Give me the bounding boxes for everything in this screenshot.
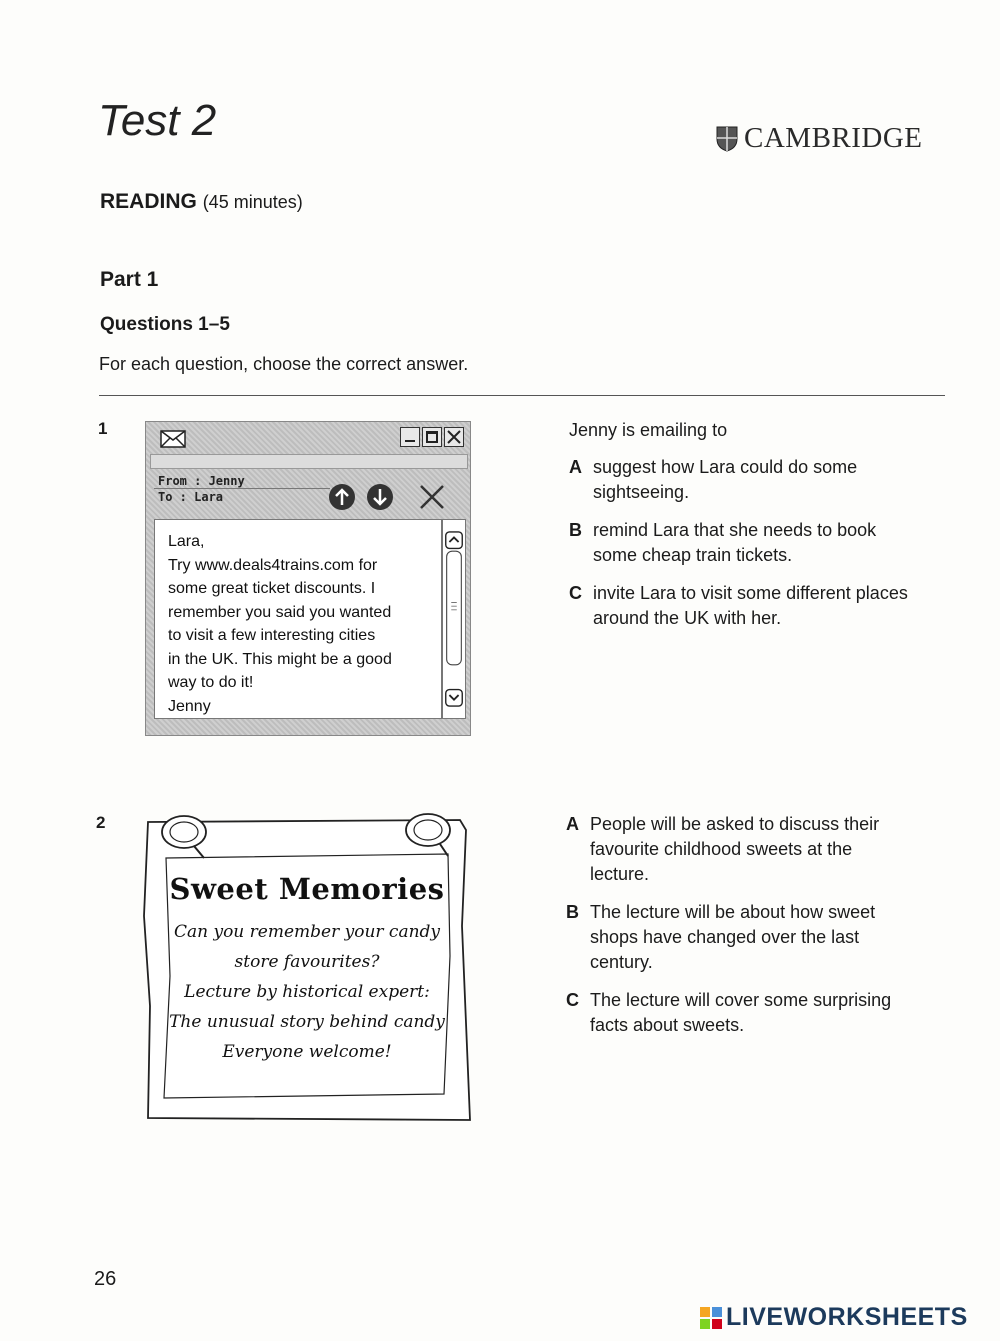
option-letter: B [566,902,579,922]
email-line: way to do it! [168,674,254,691]
divider [99,395,945,396]
liveworksheets-logo [700,1303,968,1332]
questions-range: Questions 1–5 [100,314,230,335]
liveworksheets-icon [700,1307,722,1329]
option-text: shops have changed over the last [590,927,860,947]
question-2-options [566,812,946,1038]
option-text: remind Lara that she needs to book [593,520,877,540]
email-line: Lara, [168,533,205,550]
option-text: around the UK with her. [593,608,782,628]
option-text: some cheap train tickets. [593,545,793,565]
test-title: Test 2 [98,96,217,145]
option-letter: B [569,520,582,540]
close-icon [444,427,464,447]
option-b[interactable] [569,518,949,568]
email-nav-icons [326,482,448,512]
field-line [154,488,330,489]
maximize-icon [422,427,442,447]
down-arrow-icon [367,484,393,510]
poster-title: Sweet Memories [169,872,445,906]
section-heading [100,190,303,214]
option-text: The lecture will cover some surprising [590,990,892,1010]
envelope-icon [160,430,186,448]
page-number: 26 [94,1268,117,1290]
section-title: READING [100,190,197,213]
poster [140,806,474,1122]
question-number-2: 2 [96,813,106,832]
publisher-name: CAMBRIDGE [744,122,923,154]
option-c[interactable] [566,988,946,1038]
email-to: To : Lara [158,490,224,504]
subject-field [150,454,468,469]
part-title: Part 1 [100,268,159,291]
option-letter: C [566,990,579,1010]
option-text: suggest how Lara could do some [593,457,858,477]
option-a[interactable] [566,812,946,887]
publisher-logo [716,122,923,155]
option-text: lecture. [590,864,650,884]
section-duration: (45 minutes) [202,192,303,212]
option-c[interactable] [569,581,949,631]
email-window [145,421,471,736]
question-1-options [569,455,949,631]
email-from: From : Jenny [158,474,245,488]
option-text: century. [590,952,653,972]
option-text: The lecture will be about how sweet [590,902,876,922]
scrollbar [442,519,466,719]
option-letter: A [566,814,579,834]
option-text: favourite childhood sweets at the [590,839,853,859]
liveworksheets-wordmark: LIVEWORKSHEETS [726,1303,968,1331]
option-b[interactable] [566,900,946,975]
email-line: to visit a few interesting cities [168,627,376,644]
option-a[interactable] [569,455,949,505]
email-line: some great ticket discounts. I [168,580,376,597]
email-line: in the UK. This might be a good [168,650,392,668]
email-line: Jenny [168,697,211,715]
option-text: sightseeing. [593,482,690,502]
poster-line: Can you remember your candy [173,922,441,942]
option-letter: C [569,583,582,603]
delete-x-icon [421,486,443,508]
instruction-text: For each question, choose the correct answer. [99,354,469,374]
minimize-icon [400,427,420,447]
option-text: People will be asked to discuss their [590,814,880,834]
option-letter: A [569,457,582,477]
poster-line: store favourites? [234,952,380,972]
crest-icon [716,126,738,152]
up-arrow-icon [329,484,355,510]
email-line: remember you said you wanted [168,603,392,621]
email-titlebar [146,422,470,452]
poster-line: Everyone welcome! [222,1042,392,1062]
email-body [154,519,442,719]
poster-line: The unusual story behind candy [169,1012,445,1032]
option-text: invite Lara to visit some different places [593,583,908,603]
option-text: facts about sweets. [590,1015,745,1035]
question-1-stem: Jenny is emailing to [569,420,728,440]
email-line: Try www.deals4trains.com for [168,556,378,574]
window-controls [400,427,464,447]
poster-line: Lecture by historical expert: [184,982,430,1002]
question-number-1: 1 [98,419,108,438]
